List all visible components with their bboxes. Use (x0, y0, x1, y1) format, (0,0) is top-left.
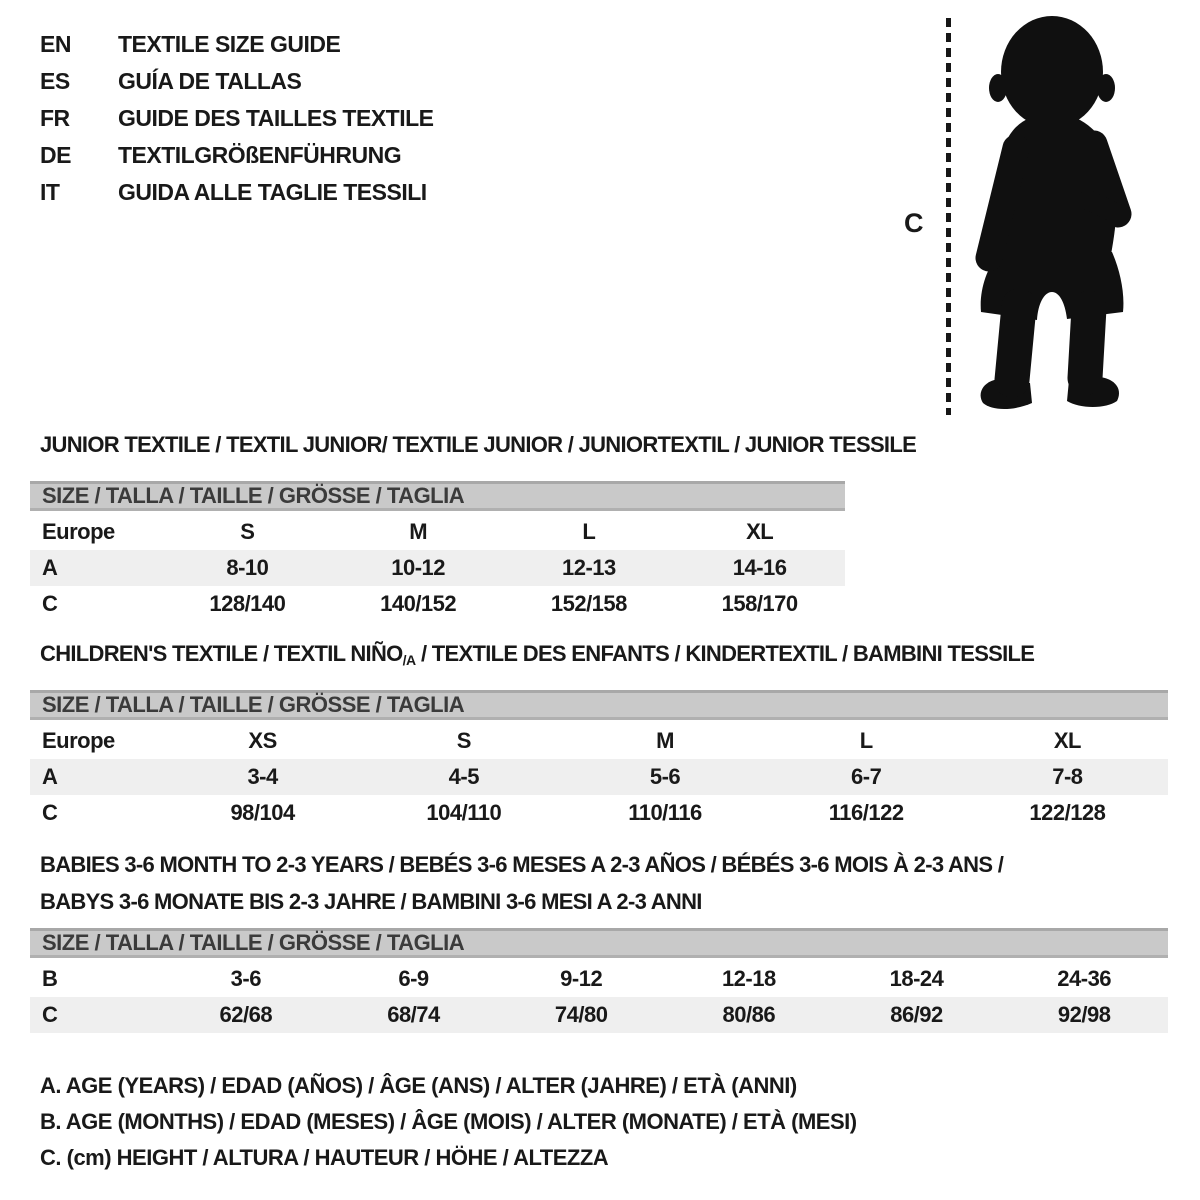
cell: S (240, 519, 255, 544)
language-title-list (40, 26, 434, 211)
cell: 4-5 (448, 764, 479, 789)
footnote-age-years: A. AGE (YEARS) / EDAD (AÑOS) / ÂGE (ANS) / ALTER (JAHRE) / ETÀ (ANNI) (40, 1073, 797, 1098)
table-row (30, 759, 1168, 795)
table-row (30, 961, 1168, 997)
cell: 6-7 (851, 764, 882, 789)
cell: XL (1053, 728, 1081, 753)
cell: 68/74 (387, 1002, 440, 1027)
cell: 110/116 (628, 800, 702, 825)
footnote-age-months: B. AGE (MONTHS) / EDAD (MESES) / ÂGE (MOIS) / ALTER (MONATE) / ETÀ (MESI) (40, 1109, 857, 1134)
row-label: C (42, 591, 58, 616)
language-row-de (40, 137, 434, 174)
cell: 18-24 (889, 966, 944, 991)
guide-title-de: TEXTILGRÖßENFÜHRUNG (118, 142, 402, 168)
table-row (30, 723, 1168, 759)
size-header-bar (30, 690, 1168, 720)
children-section-title (40, 641, 1034, 667)
babies-section-title (40, 846, 1003, 920)
children-title-subscript: /A (402, 652, 416, 668)
size-header-label: SIZE / TALLA / TAILLE / GRÖSSE / TAGLIA (42, 692, 465, 717)
height-measure-dashed-line (946, 18, 951, 415)
cell: 12-13 (561, 555, 616, 580)
cell: 12-18 (721, 966, 776, 991)
junior-size-table (30, 481, 845, 622)
footnote-list (40, 1068, 857, 1176)
language-code: ES (40, 68, 70, 94)
baby-silhouette-icon (962, 14, 1140, 418)
size-header-bar (30, 481, 845, 511)
cell: 10-12 (391, 555, 446, 580)
cell: 14-16 (732, 555, 787, 580)
children-title-main: CHILDREN'S TEXTILE / TEXTIL NIÑO (40, 641, 403, 666)
cell: 80/86 (722, 1002, 776, 1027)
language-row-es (40, 63, 434, 100)
table-row (30, 795, 1168, 831)
row-label: A (42, 764, 58, 789)
footnote-height-cm: C. (cm) HEIGHT / ALTURA / HAUTEUR / HÖHE / ALTEZZA (40, 1145, 609, 1170)
cell: 8-10 (226, 555, 269, 580)
cell: XS (248, 728, 277, 753)
cell: L (859, 728, 873, 753)
language-row-en (40, 26, 434, 63)
cell: S (456, 728, 471, 753)
cell: L (582, 519, 596, 544)
size-header-label: SIZE / TALLA / TAILLE / GRÖSSE / TAGLIA (42, 930, 465, 955)
guide-title-it: GUIDA ALLE TAGLIE TESSILI (118, 179, 427, 205)
cell: 24-36 (1057, 966, 1112, 991)
babies-size-table (30, 928, 1168, 1033)
cell: 128/140 (209, 591, 286, 616)
babies-title-line1: BABIES 3-6 MONTH TO 2-3 YEARS / BEBÉS 3-6 MESES A 2-3 AÑOS / BÉBÉS 3-6 MOIS À 2-3 ANS / (40, 852, 1004, 877)
height-measure-label: C (904, 208, 924, 238)
junior-section-title: JUNIOR TEXTILE / TEXTIL JUNIOR/ TEXTILE JUNIOR / JUNIORTEXTIL / JUNIOR TESSILE (40, 432, 917, 457)
language-row-it (40, 174, 434, 211)
cell: 7-8 (1052, 764, 1083, 789)
cell: XL (746, 519, 774, 544)
cell: 122/128 (1029, 800, 1106, 825)
cell: M (656, 728, 674, 753)
cell: 6-9 (398, 966, 429, 991)
cell: 92/98 (1057, 1002, 1111, 1027)
row-label: A (42, 555, 58, 580)
cell: 62/68 (219, 1002, 273, 1027)
row-label: C (42, 1002, 58, 1027)
size-header-label: SIZE / TALLA / TAILLE / GRÖSSE / TAGLIA (42, 483, 465, 508)
babies-title-line2: BABYS 3-6 MONATE BIS 2-3 JAHRE / BAMBINI 3-6 MESI A 2-3 ANNI (40, 889, 702, 914)
language-row-fr (40, 100, 434, 137)
guide-title-fr: GUIDE DES TAILLES TEXTILE (118, 105, 434, 131)
row-label: B (42, 966, 58, 991)
cell: 116/122 (828, 800, 904, 825)
table-row (30, 997, 1168, 1033)
cell: 74/80 (554, 1002, 608, 1027)
language-code: DE (40, 142, 71, 168)
cell: 86/92 (890, 1002, 943, 1027)
children-size-table (30, 690, 1168, 831)
cell: 98/104 (230, 800, 295, 825)
row-label: C (42, 800, 58, 825)
cell: 3-6 (230, 966, 261, 991)
table-row (30, 586, 845, 622)
table-row (30, 514, 845, 550)
cell: 152/158 (550, 591, 627, 616)
language-code: IT (40, 179, 60, 205)
cell: 104/110 (426, 800, 502, 825)
size-header-bar (30, 928, 1168, 958)
cell: 9-12 (560, 966, 603, 991)
guide-title-en: TEXTILE SIZE GUIDE (118, 31, 341, 57)
children-title-rest: / TEXTILE DES ENFANTS / KINDERTEXTIL / BAMBINI TESSILE (415, 641, 1035, 666)
cell: 5-6 (649, 764, 681, 789)
language-code: EN (40, 31, 71, 57)
cell: 158/170 (721, 591, 798, 616)
cell: 140/152 (380, 591, 457, 616)
guide-title-es: GUÍA DE TALLAS (118, 68, 302, 94)
table-row (30, 550, 845, 586)
row-label: Europe (42, 519, 115, 544)
row-label: Europe (42, 728, 115, 753)
cell: M (409, 519, 428, 544)
cell: 3-4 (247, 764, 278, 789)
language-code: FR (40, 105, 70, 131)
